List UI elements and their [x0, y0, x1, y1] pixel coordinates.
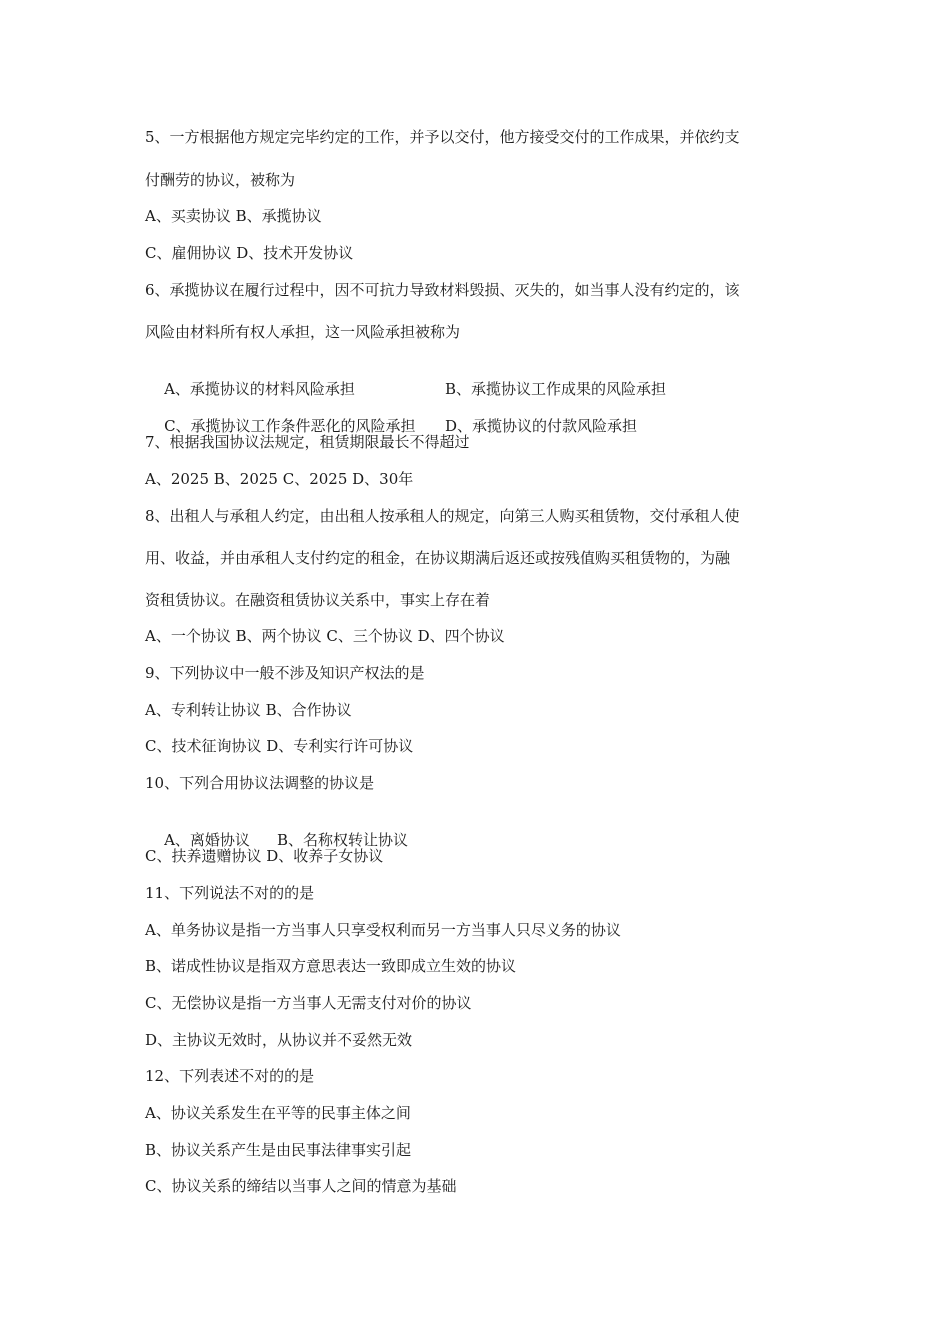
- question-9-line-1: 9、下列协议中一般不涉及知识产权法的是: [145, 664, 425, 682]
- question-12-line-1: 12、下列表述不对的的是: [145, 1067, 315, 1085]
- question-12-option-b: B、协议关系产生是由民事法律事实引起: [145, 1141, 412, 1159]
- question-8-options: A、一个协议 B、两个协议 C、三个协议 D、四个协议: [145, 627, 505, 645]
- option-b: B、名称权转让协议: [277, 831, 409, 849]
- question-11-line-1: 11、下列说法不对的的是: [145, 884, 315, 902]
- question-11-option-a: A、单务协议是指一方当事人只享受权利而另一方当事人只尽义务的协议: [145, 921, 621, 939]
- question-11-option-c: C、无偿协议是指一方当事人无需支付对价的协议: [145, 994, 472, 1012]
- question-12-option-c: C、协议关系的缔结以当事人之间的情意为基础: [145, 1177, 457, 1195]
- option-a: A、承揽协议的材料风险承担: [164, 380, 355, 398]
- question-9-options-1: A、专利转让协议 B、合作协议: [145, 701, 352, 719]
- question-7-line-1: 7、根据我国协议法规定，租赁期限最长不得超过: [145, 433, 470, 451]
- question-8-line-1: 8、出租人与承租人约定，由出租人按承租人的规定，向第三人购买租赁物，交付承租人使: [145, 507, 740, 525]
- option-d: D、承揽协议的付款风险承担: [445, 417, 638, 435]
- question-6-line-1: 6、承揽协议在履行过程中，因不可抗力导致材料毁损、灭失的，如当事人没有约定的，该: [145, 281, 740, 299]
- question-5-line-2: 付酬劳的协议，被称为: [145, 171, 296, 189]
- question-8-line-3: 资租赁协议。在融资租赁协议关系中，事实上存在着: [145, 591, 491, 609]
- question-11-option-d: D、主协议无效时，从协议并不妥然无效: [145, 1031, 413, 1049]
- option-a: A、离婚协议: [164, 831, 250, 849]
- question-5-line-1: 5、一方根据他方规定完毕约定的工作，并予以交付，他方接受交付的工作成果，并依约支: [145, 128, 740, 146]
- option-c: C、承揽协议工作条件恶化的风险承担: [164, 417, 416, 435]
- question-12-option-a: A、协议关系发生在平等的民事主体之间: [145, 1104, 411, 1122]
- question-5-options-1: A、买卖协议 B、承揽协议: [145, 207, 322, 225]
- option-b: B、承揽协议工作成果的风险承担: [445, 380, 667, 398]
- question-10-line-1: 10、下列合用协议法调整的协议是: [145, 774, 375, 792]
- question-5-options-2: C、雇佣协议 D、技术开发协议: [145, 244, 354, 262]
- question-10-options-2: C、扶养遗赠协议 D、收养子女协议: [145, 847, 384, 865]
- question-9-options-2: C、技术征询协议 D、专利实行许可协议: [145, 737, 414, 755]
- question-7-options: A、2025 B、2025 C、2025 D、30年: [145, 470, 414, 488]
- question-6-line-2: 风险由材料所有权人承担，这一风险承担被称为: [145, 323, 461, 341]
- question-11-option-b: B、诺成性协议是指双方意思表达一致即成立生效的协议: [145, 957, 517, 975]
- question-8-line-2: 用、收益，并由承租人支付约定的租金，在协议期满后返还或按残值购买租赁物的，为融: [145, 549, 731, 567]
